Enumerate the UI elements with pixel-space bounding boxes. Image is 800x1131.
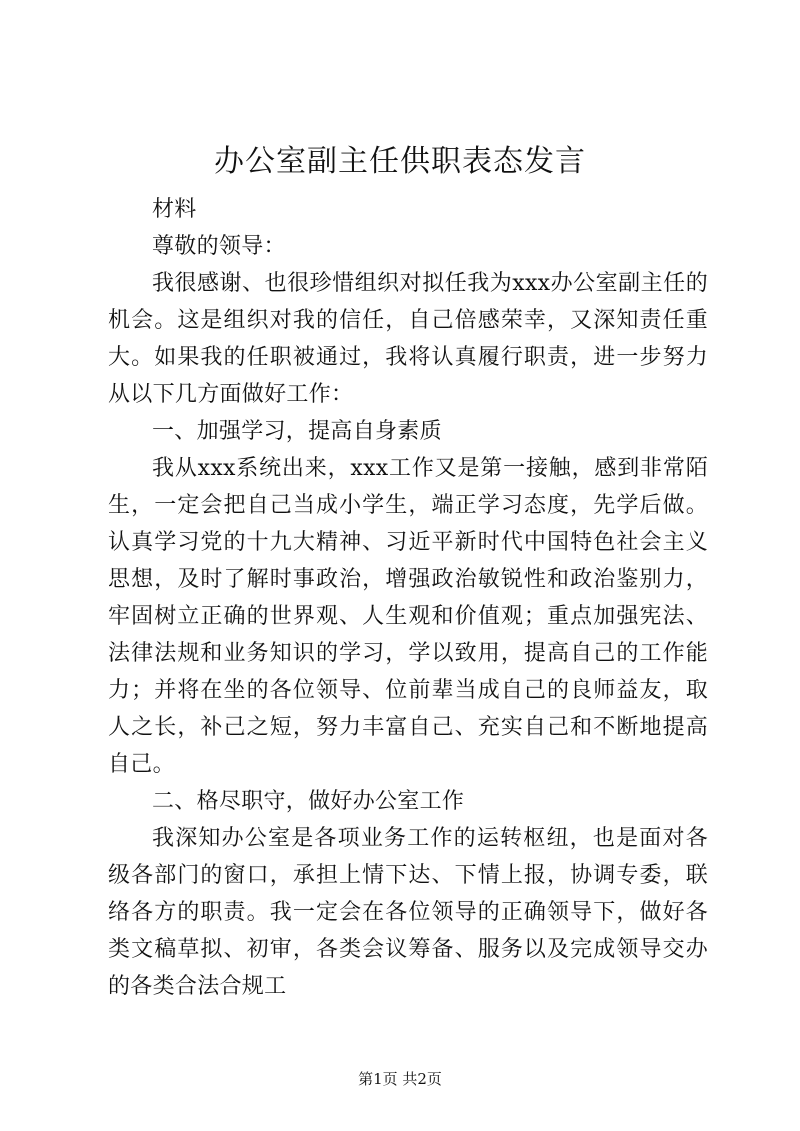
paragraph-study: 我从xxx系统出来，xxx工作又是第一接触，感到非常陌生，一定会把自己当成小学生，端正学习态度，先学后做。认真学习党的十九大精神、习近平新时代中国特色社会主义思想，及时了解时事政治，增强政治敏锐性和政治鉴别力，牢固树立正确的世界观、人生观和价值观；重点加强宪法、法律法规和业务知识的学习，学以致用，提高自己的工作能力；并将在坐的各位领导、位前辈当成自己的良师益友，取人之长，补己之短，努力丰富自己、充实自己和不断地提高自己。 xyxy=(108,456,708,777)
page-footer: 第1页 共2页 xyxy=(358,1070,442,1088)
document-title: 办公室副主任供职表态发言 xyxy=(214,144,586,179)
paragraph-salutation: 尊敬的领导： xyxy=(152,234,286,259)
paragraph-office-work: 我深知办公室是各项业务工作的运转枢纽，也是面对各级各部门的窗口，承担上情下达、下情上报，协调专委，联络各方的职责。我一定会在各位领导的正确领导下，做好各类文稿草拟、初审，各类会议筹备、服务以及完成领导交办的各类合法合规工 xyxy=(108,826,708,999)
section-heading-1: 一、加强学习，提高自身素质 xyxy=(152,419,442,444)
document-body xyxy=(108,191,708,1005)
section-heading-2: 二、格尽职守，做好办公室工作 xyxy=(152,789,465,814)
paragraph-intro: 我很感谢、也很珍惜组织对拟任我为xxx办公室副主任的机会。这是组织对我的信任，自己倍感荣幸，又深知责任重大。如果我的任职被通过，我将认真履行职责，进一步努力从以下几方面做好工作： xyxy=(108,271,708,407)
paragraph-material: 材料 xyxy=(152,197,197,222)
